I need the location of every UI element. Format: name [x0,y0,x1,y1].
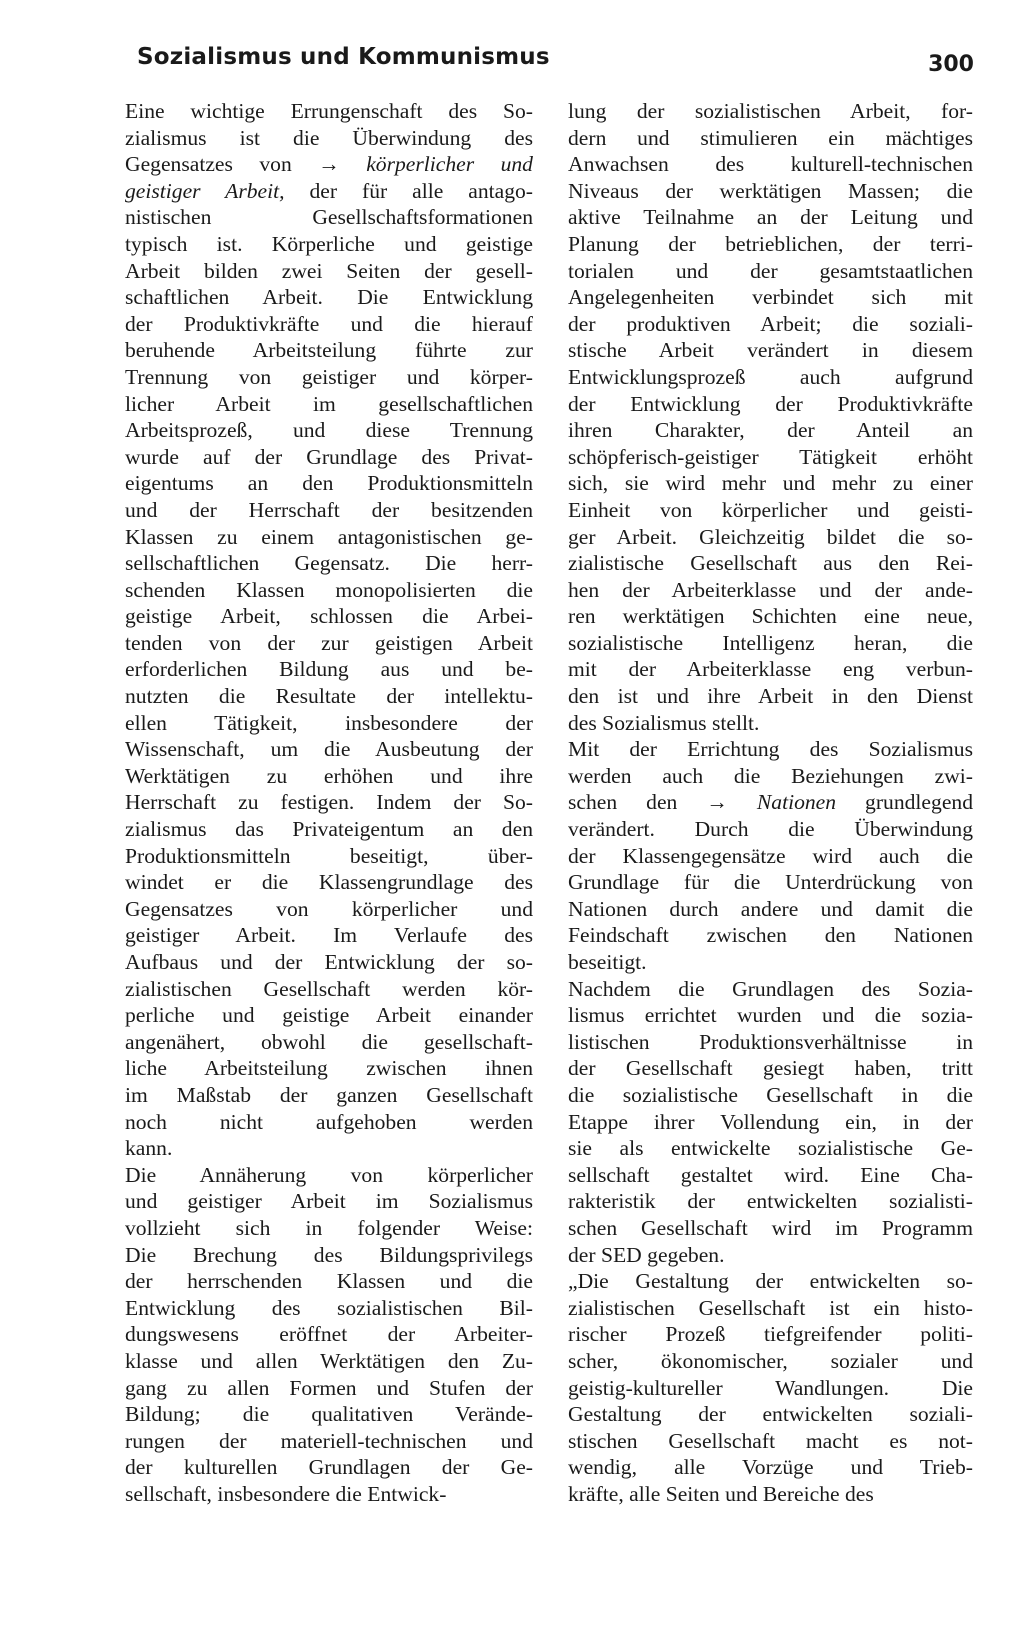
text-line: und geistiger Arbeit im Sozialismus [125,1189,533,1214]
left-column [125,98,533,1507]
text-line: schen Gesellschaft wird im Programm [568,1215,973,1240]
text-line: dern und stimulieren ein mächtiges [568,125,973,150]
text-line: sich, sie wird mehr und mehr zu einer [568,471,973,496]
text-line: geistiger Arbeit, der für alle antago- [125,178,534,203]
text-line: aktive Teilnahme an der Leitung und [568,205,973,230]
text-line: schöpferisch-geistiger Tätigkeit erhöht [568,444,973,469]
text-line: kräfte, alle Seiten und Bereiche des [568,1481,874,1506]
text-line: werden auch die Beziehungen zwi- [568,763,973,788]
text-line: Die Brechung des Bildungsprivilegs [125,1242,533,1267]
text-line: ihren Charakter, der Anteil an [568,418,973,443]
text-line: des Sozialismus stellt. [568,710,760,735]
text-line: rakteristik der entwickelten sozialisti- [568,1189,973,1214]
text-line: „Die Gestaltung der entwickelten so- [568,1269,973,1294]
text-line: stische Arbeit verändert in diesem [568,338,973,363]
text-line: perliche und geistige Arbeit einander [125,1003,533,1028]
text-line: der Produktivkräfte und die hierauf [125,311,533,336]
text-line: Arbeitsprozeß, und diese Trennung [125,418,533,443]
text-line: rungen der materiell-technischen und [125,1428,533,1453]
text-line: Produktionsmitteln beseitigt, über- [125,843,533,868]
text-line: erforderlichen Bildung aus und be- [125,657,533,682]
text-line: Grundlage für die Unterdrückung von [568,870,973,895]
text-line: der Entwicklung der Produktivkräfte [568,391,973,416]
text-line: Eine wichtige Errungenschaft des So- [125,99,533,123]
text-line: der kulturellen Grundlagen der Ge- [125,1455,533,1480]
text-line: ellen Tätigkeit, insbesondere der [125,710,533,735]
text-line: Gegensatzes von körperlicher und [125,896,533,921]
text-line: Aufbaus und der Entwicklung der so- [125,950,533,974]
text-line: Wissenschaft, um die Ausbeutung der [125,737,533,762]
text-line: nistischen Gesellschaftsformationen [125,205,533,230]
text-line: lung der sozialistischen Arbeit, for- [568,99,973,123]
text-line: sie als entwickelte sozialistische Ge- [568,1136,973,1161]
text-line: rischer Prozeß tiefgreifender politi- [568,1322,973,1347]
text-line: sellschaftlichen Gegensatz. Die herr- [125,551,533,576]
text-line: im Maßstab der ganzen Gesellschaft [125,1082,533,1107]
text-line: Herrschaft zu festigen. Indem der So- [125,790,533,815]
text-line: dungswesens eröffnet der Arbeiter- [125,1322,533,1347]
text-line: geistig-kultureller Wandlungen. Die [568,1375,973,1400]
text-line: Gegensatzes von → körperlicher und [125,152,533,177]
text-line: der Klassengegensätze wird auch die [568,843,973,868]
text-line: gang zu allen Formen und Stufen der [125,1375,533,1400]
text-line: der Gesellschaft gesiegt haben, tritt [568,1056,973,1081]
text-line: mit der Arbeiterklasse eng verbun- [568,657,973,682]
text-line: Feindschaft zwischen den Nationen [568,923,973,948]
text-line: Gestaltung der entwickelten soziali- [568,1402,973,1427]
text-line: die sozialistische Gesellschaft in die [568,1082,973,1107]
text-line: Nationen durch andere und damit die [568,896,973,921]
text-line: ren werktätigen Schichten eine neue, [568,604,973,629]
text-line: wendig, alle Vorzüge und Trieb- [568,1455,973,1480]
text-line: klasse und allen Werktätigen den Zu- [125,1348,533,1373]
right-column [568,98,973,1507]
text-line: beseitigt. [568,950,647,974]
text-line: Einheit von körperlicher und geisti- [568,497,973,522]
text-line: schen den → Nationen grundlegend [568,790,973,815]
text-line: scher, ökonomischer, sozialer und [568,1348,973,1373]
text-line: sellschaft, insbesondere die Entwick- [125,1481,447,1506]
text-line: Angelegenheiten verbindet sich mit [568,285,973,310]
text-line: Werktätigen zu erhöhen und ihre [125,763,533,788]
text-line: und der Herrschaft der besitzenden [125,497,533,522]
page-title: Sozialismus und Kommunismus [137,44,550,70]
text-line: hen der Arbeiterklasse und der ande- [568,577,973,602]
text-line: Klassen zu einem antagonistischen ge- [125,524,533,549]
text-line: wurde auf der Grundlage des Privat- [125,444,533,469]
text-line: lismus errichtet wurden und die sozia- [568,1003,973,1028]
text-line: windet er die Klassengrundlage des [125,870,533,895]
text-line: typisch ist. Körperliche und geistige [125,231,533,256]
text-line: noch nicht aufgehoben werden [125,1109,533,1134]
text-line: ger Arbeit. Gleichzeitig bildet die so- [568,524,973,549]
text-line: kann. [125,1136,173,1161]
text-line: Bildung; die qualitativen Verände- [125,1402,533,1427]
text-line: Entwicklungsprozeß auch aufgrund [568,364,973,389]
text-line: Etappe ihrer Vollendung ein, in der [568,1109,973,1134]
text-line: vollzieht sich in folgender Weise: [125,1215,533,1240]
text-line: nutzten die Resultate der intellektu- [125,684,533,709]
text-line: Die Annäherung von körperlicher [125,1162,533,1187]
text-line: der herrschenden Klassen und die [125,1269,533,1294]
text-line: torialen und der gesamtstaatlichen [568,258,973,283]
text-line: zialistischen Gesellschaft ist ein histo- [568,1295,973,1320]
page-number: 300 [928,52,974,77]
text-line: Nachdem die Grundlagen des Sozia- [568,976,973,1001]
text-line: schaftlichen Arbeit. Die Entwicklung [125,285,533,310]
text-line: tenden von der zur geistigen Arbeit [125,630,533,655]
text-line: zialismus das Privateigentum an den [125,817,533,842]
text-line: liche Arbeitsteilung zwischen ihnen [125,1056,533,1081]
text-line: zialistischen Gesellschaft werden kör- [125,976,533,1001]
text-line: der produktiven Arbeit; die soziali- [568,311,973,336]
text-line: der SED gegeben. [568,1242,725,1267]
text-line: listischen Produktionsverhältnisse in [568,1029,973,1054]
text-line: Arbeit bilden zwei Seiten der gesell- [125,258,533,283]
text-line: Niveaus der werktätigen Massen; die [568,178,973,203]
text-line: sozialistische Intelligenz heran, die [568,630,973,655]
text-line: zialistische Gesellschaft aus den Rei- [568,551,973,576]
text-line: geistige Arbeit, schlossen die Arbei- [125,604,533,629]
text-line: stischen Gesellschaft macht es not- [568,1428,973,1453]
text-line: angenähert, obwohl die gesellschaft- [125,1029,533,1054]
text-line: Entwicklung des sozialistischen Bil- [125,1295,533,1320]
text-line: den ist und ihre Arbeit in den Dienst [568,684,973,709]
text-line: Planung der betrieblichen, der terri- [568,231,973,256]
text-line: Trennung von geistiger und körper- [125,364,533,389]
text-line: verändert. Durch die Überwindung [568,817,973,842]
text-line: Anwachsen des kulturell-technischen [568,152,973,177]
text-line: sellschaft gestaltet wird. Eine Cha- [568,1162,973,1187]
text-line: Mit der Errichtung des Sozialismus [568,737,973,762]
text-line: schenden Klassen monopolisierten die [125,577,533,602]
text-line: geistiger Arbeit. Im Verlaufe des [125,923,533,948]
text-line: licher Arbeit im gesellschaftlichen [125,391,533,416]
text-line: eigentums an den Produktionsmitteln [125,471,533,496]
text-line: beruhende Arbeitsteilung führte zur [125,338,533,363]
text-line: zialismus ist die Überwindung des [125,125,533,150]
